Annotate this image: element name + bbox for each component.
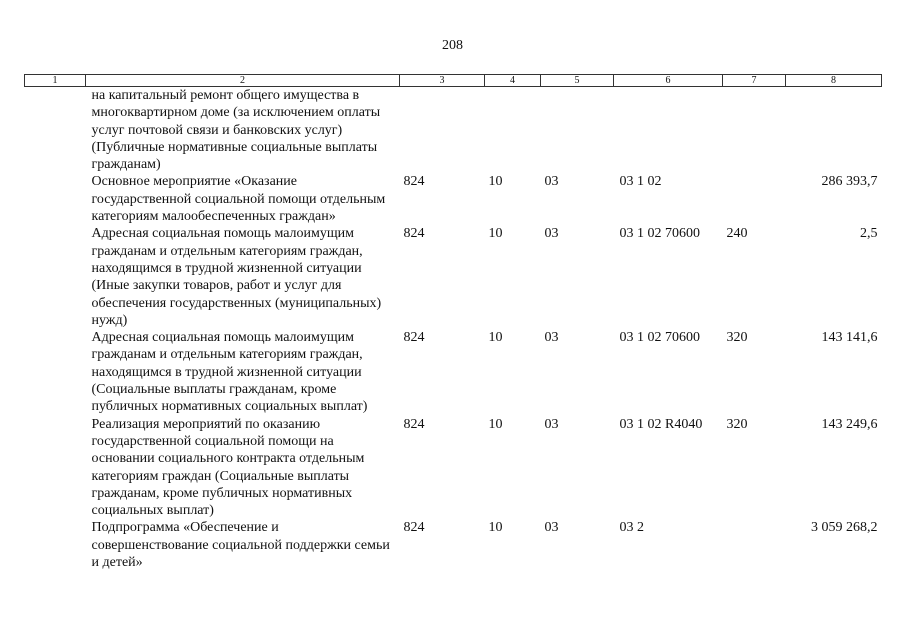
table-row (25, 329, 882, 415)
expense-type-code (723, 519, 786, 571)
amount: 2,5 (860, 226, 878, 242)
table-row (25, 225, 882, 329)
column-header: 8 (786, 75, 882, 87)
page-number: 208 (442, 38, 463, 53)
table-row (25, 173, 882, 225)
expense-name: Реализация мероприятий по оказанию государственной социальной помощи на основании социального контракта отдельным категориям граждан (Социальные выплаты гражданам, кроме публичных нормативных социальных выплат) (91, 416, 365, 519)
column-header: 4 (485, 75, 541, 87)
amount: 3 059 268,2 (811, 520, 878, 536)
section-code: 10 (488, 174, 503, 190)
expense-name: на капитальный ремонт общего имущества в многоквартирном доме (за исключением оплаты услуг почтовой связи и банковских услуг) (Публичные нормативные социальные выплаты гражданам) (91, 88, 381, 173)
expense-name: Подпрограмма «Обеспечение и совершенствование социальной поддержки семьи и детей» (91, 520, 390, 571)
subsection-code: 03 (544, 416, 559, 432)
table-row (25, 416, 882, 520)
table-row (25, 519, 882, 571)
ministry-code: 824 (403, 226, 425, 242)
target-article-code: 03 1 02 70600 (619, 330, 700, 346)
table-row (25, 87, 882, 174)
target-article-code: 03 1 02 70600 (619, 226, 700, 242)
ministry-code: 824 (403, 416, 425, 432)
ministry-code (400, 87, 485, 174)
subsection-code: 03 (544, 330, 559, 346)
expense-type-code: 320 (726, 330, 748, 346)
expense-type-code (723, 173, 786, 225)
subsection-code: 03 (544, 226, 559, 242)
column-header: 7 (723, 75, 786, 87)
amount: 143 141,6 (821, 330, 878, 346)
amount (786, 87, 882, 174)
expense-name: Основное мероприятие «Оказание государственной социальной помощи отдельным категориям малообеспеченных граждан» (91, 174, 386, 225)
target-article-code: 03 1 02 (619, 174, 662, 190)
column-header: 3 (400, 75, 485, 87)
amount: 286 393,7 (821, 174, 878, 190)
section-code: 10 (488, 520, 503, 536)
target-article-code: 03 2 (619, 520, 644, 536)
column-header: 5 (541, 75, 614, 87)
subsection-code: 03 (544, 174, 559, 190)
budget-table (24, 74, 882, 571)
section-code: 10 (488, 226, 503, 242)
ministry-code: 824 (403, 174, 425, 190)
section-code (485, 87, 541, 174)
target-article-code: 03 1 02 R4040 (619, 416, 703, 432)
expense-type-code: 320 (726, 416, 748, 432)
section-code: 10 (488, 416, 503, 432)
amount: 143 249,6 (821, 416, 878, 432)
column-header: 6 (614, 75, 723, 87)
expense-name: Адресная социальная помощь малоимущим гражданам и отдельным категориям граждан, находящимся в трудной жизненной ситуации (Иные закупки товаров, работ и услуг для обеспечения государственных (муниципальных) нужд) (91, 226, 382, 328)
expense-type-code (723, 87, 786, 174)
subsection-code (541, 87, 614, 174)
column-header: 1 (25, 75, 86, 87)
expense-type-code: 240 (726, 226, 748, 242)
target-article-code (614, 87, 723, 174)
column-number-row (25, 75, 882, 87)
ministry-code: 824 (403, 330, 425, 346)
subsection-code: 03 (544, 520, 559, 536)
column-header: 2 (86, 75, 400, 87)
section-code: 10 (488, 330, 503, 346)
ministry-code: 824 (403, 520, 425, 536)
expense-name: Адресная социальная помощь малоимущим гражданам и отдельным категориям граждан, находящимся в трудной жизненной ситуации (Социальные выплаты гражданам, кроме публичных нормативных социальных выплат) (91, 330, 368, 415)
